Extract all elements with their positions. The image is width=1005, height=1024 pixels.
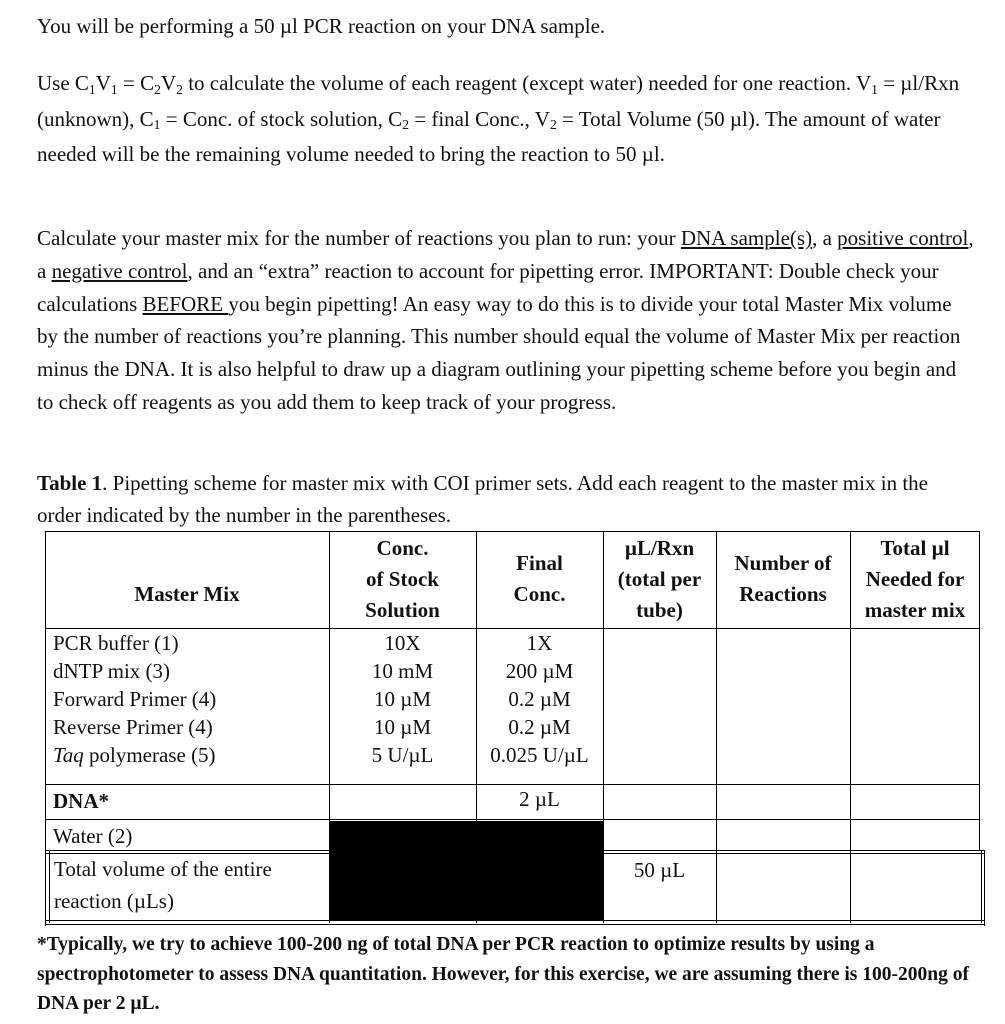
total-row-name: Total volume of the entire reaction (µLs) (54, 857, 272, 913)
header-master-mix: Master Mix (134, 582, 240, 606)
header-total-needed: Total µl Needed for master mix (864, 536, 966, 622)
final-conc-value: 0.025 U/µL (490, 743, 589, 767)
stock-conc-value: 10X (384, 631, 421, 655)
final-conc-value: 0.2 µM (508, 715, 571, 739)
header-ul-rxn: µL/Rxn (total per tube) (617, 536, 702, 622)
reagent-name-column (53, 629, 327, 769)
dna-final-conc: 2 µL (519, 787, 560, 811)
final-conc-value: 200 µM (505, 659, 574, 683)
water-stock-blocked-cell (329, 821, 476, 852)
total-ul-rxn: 50 µL (633, 858, 686, 882)
stock-conc-value: 10 µM (373, 715, 432, 739)
final-conc-column (476, 629, 603, 769)
before-emphasis: BEFORE (142, 291, 229, 316)
formula-paragraph: Use $C_1V_1 = C_2V_2$ to calculate the volume of each reagent (except water) needed for one reaction. $V_1 = \mu l/Rxn$ (unknown), $C_1$ = Conc. of stock solution, $C_2$ = final Conc., $V_2$ = Total Volume (50 µl). The amount of water needed will be the remaining volume needed to bring the reaction to 50 µl. (37, 71, 960, 166)
stock-conc-value: 10 µM (373, 687, 432, 711)
table-caption: Table 1. Pipetting scheme for master mix with COI primer sets. Add each reagent to the master mix in the order indicated by the number in the parentheses. (37, 471, 928, 527)
dna-samples-emphasis: DNA sample(s) (680, 226, 813, 250)
final-conc-value: 1X (526, 631, 553, 655)
reagent-name: PCR buffer (1) (53, 631, 179, 655)
reagent-name: dNTP mix (3) (53, 659, 171, 683)
pipetting-table (45, 531, 985, 926)
header-final-conc: Final Conc. (513, 551, 566, 606)
reagent-name: Taq polymerase (5) (53, 743, 216, 767)
stock-conc-column (329, 629, 476, 769)
master-mix-paragraph: Calculate your master mix for the number of reactions you plan to run: your DNA sample(s), a positive control, a negative control, and an “extra” reaction to account for pipetting error. IMPORTANT: Double check your calculations BEFORE you begin pipetting! An easy way to do this is to divide your total Master Mix volume by the number of reactions you’re planning. This number should equal the volume of Master Mix per reaction minus the DNA. It is also helpful to draw up a diagram outlining your pipetting scheme before you begin and to check off reagents as you add them to keep track of your progress. (37, 226, 974, 414)
water-row-name: Water (2) (53, 824, 133, 848)
dna-row-name: DNA* (53, 789, 109, 813)
water-final-blocked-cell (476, 821, 603, 852)
header-num-reactions: Number of Reactions (734, 551, 832, 606)
intro-text: You will be performing a 50 µl PCR reaction on your DNA sample. (37, 14, 606, 38)
stock-conc-value: 5 U/µL (371, 743, 434, 767)
reagent-name: Reverse Primer (4) (53, 715, 213, 739)
stock-conc-value: 10 mM (371, 659, 434, 683)
footnote: *Typically, we try to achieve 100-200 ng of total DNA per PCR reaction to optimize results by using a spectrophotometer to assess DNA quantitation. However, for this exercise, we are assuming there is 100-200ng of DNA per 2 µL. (37, 934, 969, 1014)
total-final-blocked-cell (476, 852, 603, 921)
final-conc-value: 0.2 µM (508, 687, 571, 711)
total-stock-blocked-cell (329, 852, 476, 921)
negative-control-emphasis: negative control (51, 258, 188, 283)
header-conc-stock: Conc. of Stock Solution (365, 536, 440, 622)
positive-control-emphasis: positive control (837, 226, 969, 250)
table-label: Table 1 (37, 471, 103, 495)
reagent-name: Forward Primer (4) (53, 687, 217, 711)
